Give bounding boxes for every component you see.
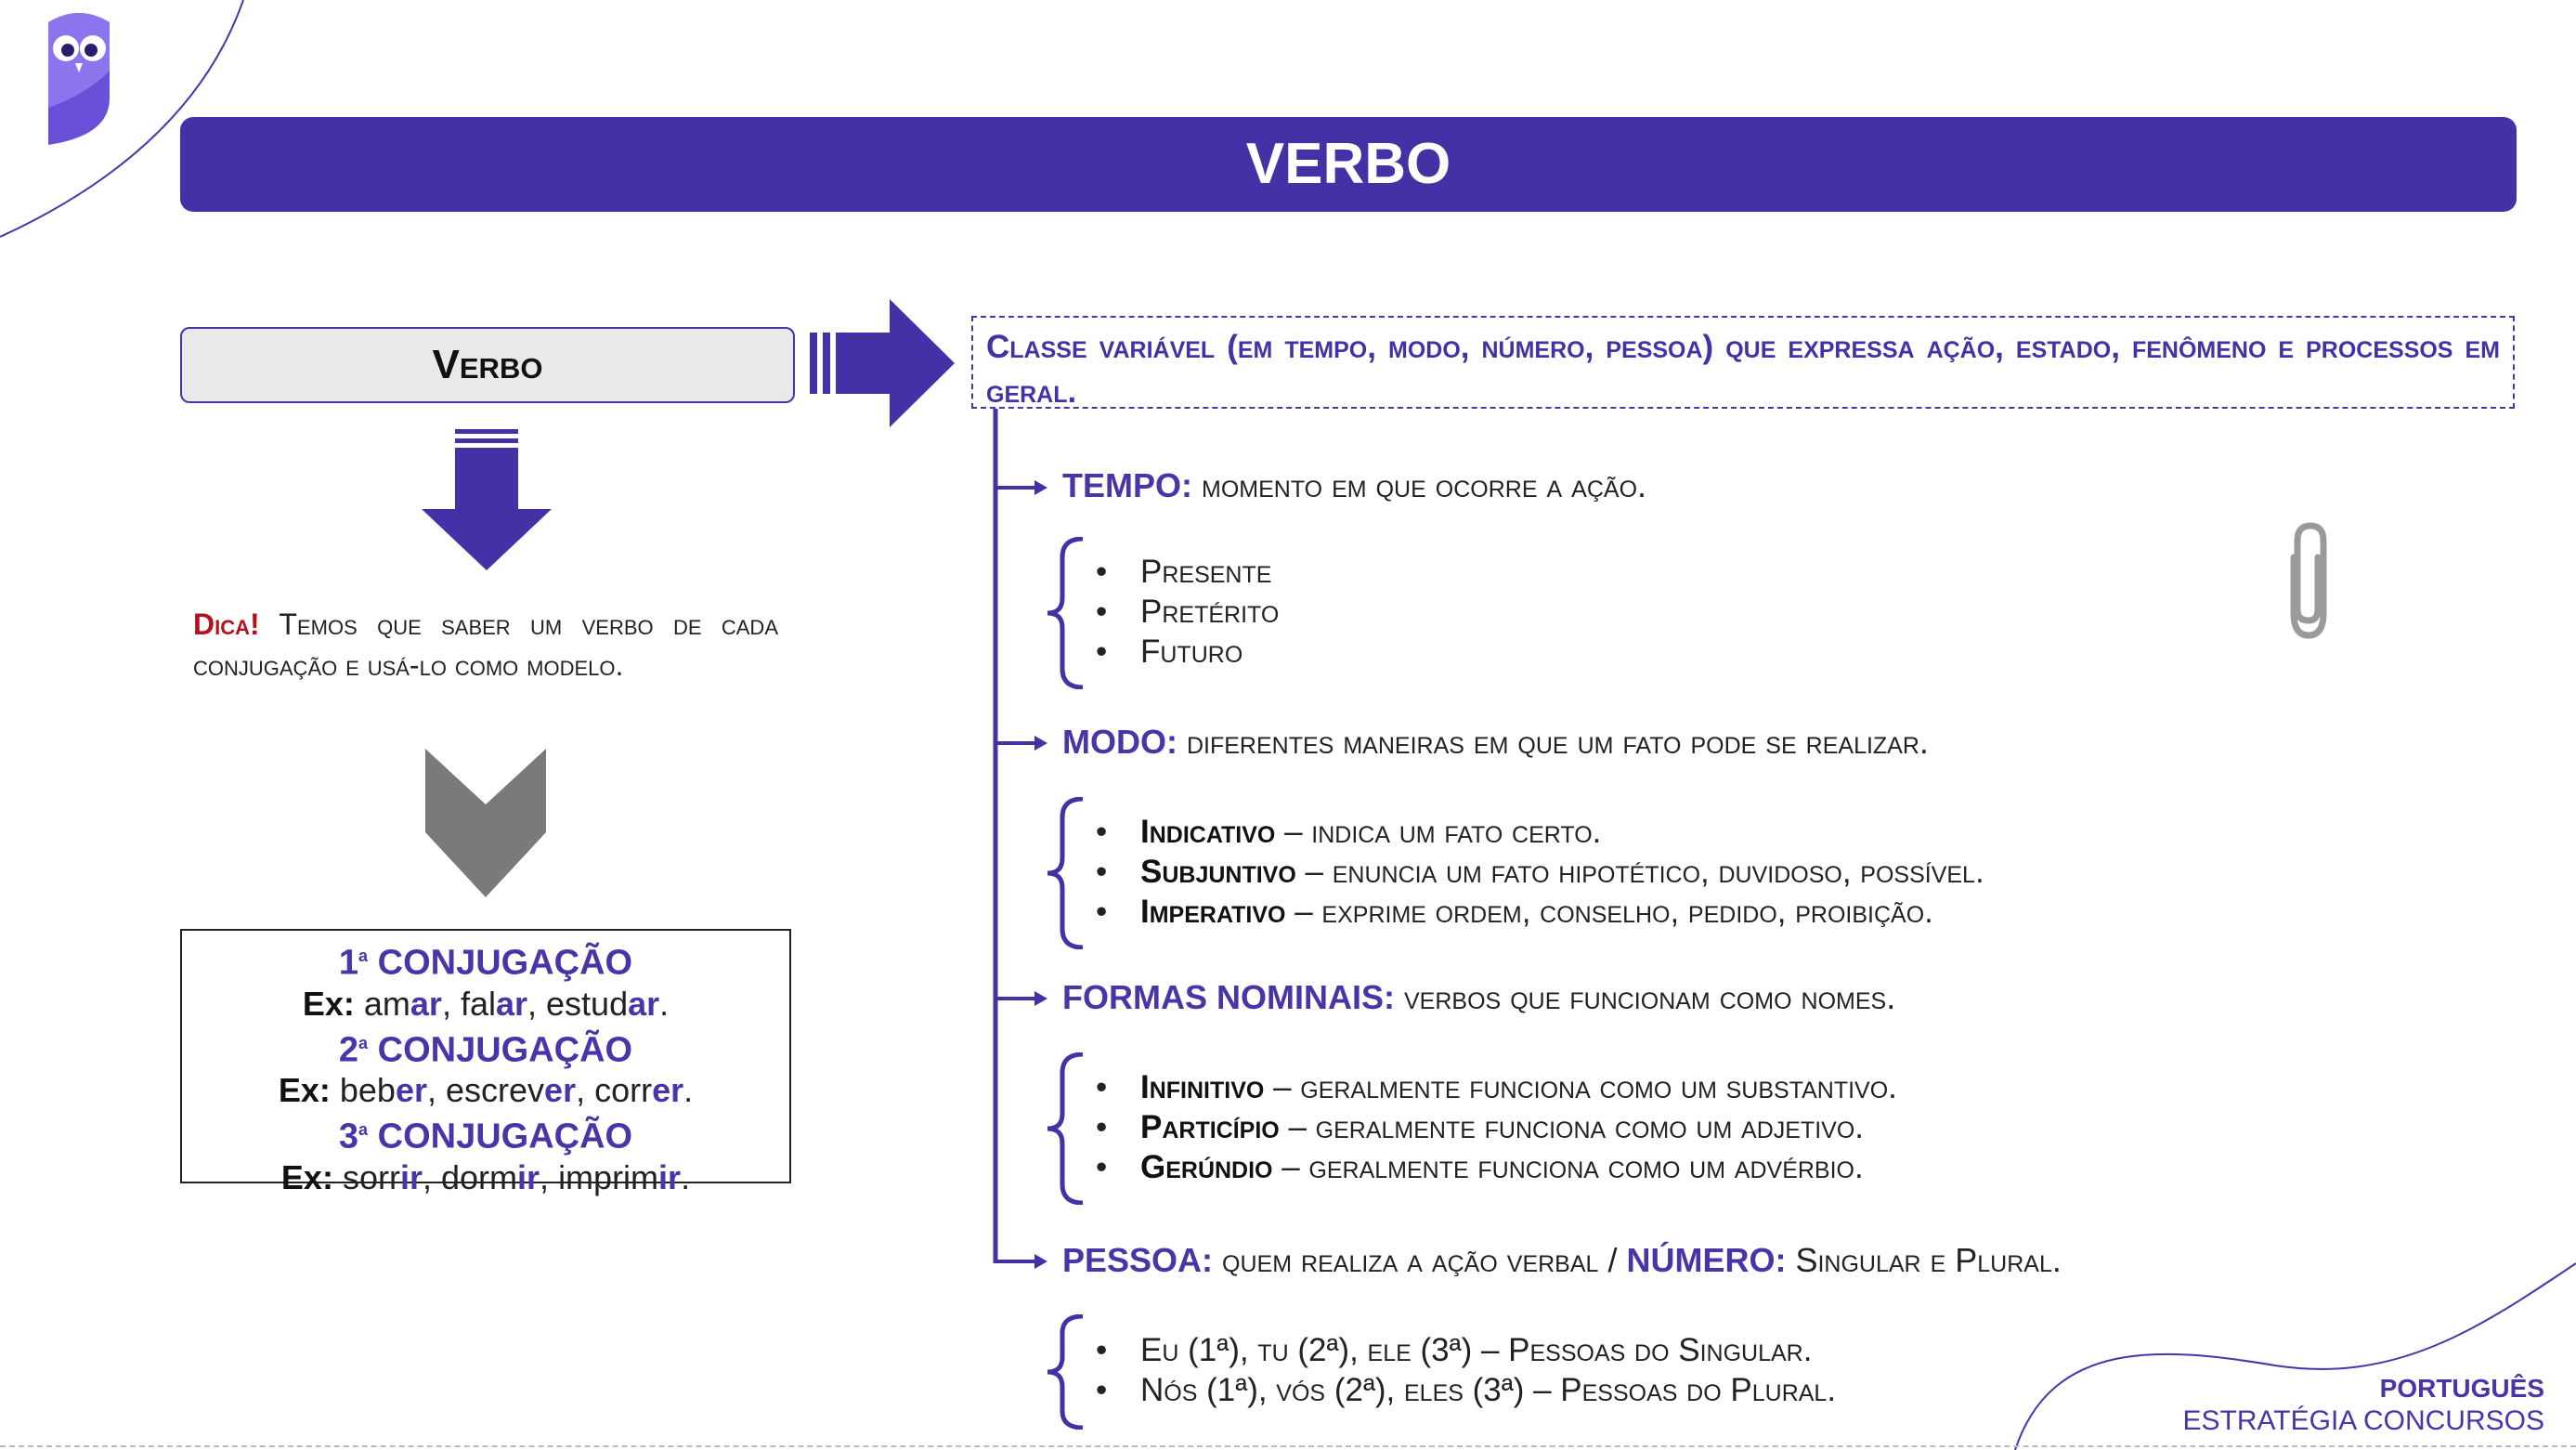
conjugation-3-examples: Ex: sorrir, dormir, imprimir. bbox=[280, 1157, 691, 1196]
list-item: • Futuro bbox=[1096, 632, 1279, 672]
list-item: • Particípio – geralmente funciona como um adjetivo. bbox=[1096, 1107, 1897, 1147]
list-item: • Imperativo – exprime ordem, conselho, pedido, proibição. bbox=[1096, 892, 1984, 932]
list-item: • Subjuntivo – enuncia um fato hipotético, duvidoso, possível. bbox=[1096, 852, 1984, 892]
pessoa-numero-heading: PESSOA: quem realiza a ação verbal / NÚMERO: Singular e Plural. bbox=[1062, 1241, 2062, 1279]
dica-text-block bbox=[193, 604, 778, 686]
tree-connector bbox=[984, 409, 1049, 1273]
brace-modo bbox=[1046, 797, 1086, 949]
definition-box bbox=[971, 316, 2515, 409]
tempo-heading: TEMPO: momento em que ocorre a ação. bbox=[1062, 466, 1647, 504]
conjugation-3-title: 3$^a$ CONJUGAÇÃO bbox=[338, 1117, 633, 1156]
page-title: VERBO bbox=[1245, 132, 1451, 196]
conjugation-2-title: 2$^a$ CONJUGAÇÃO bbox=[338, 1030, 633, 1070]
list-item: • Pretérito bbox=[1096, 592, 1279, 632]
dica-text: Temos que saber um verbo de cada conjugação e usá-lo como modelo. bbox=[193, 607, 778, 682]
subject-label: PORTUGUÊS bbox=[2379, 1374, 2544, 1403]
conjugation-1-title: 1$^a$ CONJUGAÇÃO bbox=[338, 943, 633, 983]
list-item: • Gerúndio – geralmente funciona como um advérbio. bbox=[1096, 1147, 1897, 1187]
brand-label: ESTRATÉGIA CONCURSOS bbox=[2182, 1405, 2544, 1436]
brace-formas bbox=[1046, 1052, 1086, 1205]
bottom-divider bbox=[0, 1445, 2576, 1447]
dica-label: Dica! bbox=[193, 607, 260, 641]
arrow-down-icon bbox=[422, 429, 552, 570]
gray-arrow-down-icon bbox=[425, 749, 546, 897]
verbo-label: Verbo bbox=[432, 342, 543, 387]
brace-pessoa bbox=[1046, 1314, 1086, 1430]
conjugation-1-examples: Ex: amar, falar, estudar. bbox=[302, 984, 670, 1023]
modo-heading: MODO: diferentes maneiras em que um fato pode se realizar. bbox=[1062, 723, 1929, 761]
arrow-right-icon bbox=[810, 299, 958, 427]
formas-nominais-heading: FORMAS NOMINAIS: verbos que funcionam como nomes. bbox=[1062, 978, 1896, 1016]
definition-text: Classe variável (em tempo, modo, número, pessoa) que expressa ação, estado, fenômeno e processos em geral. bbox=[986, 329, 2500, 410]
modo-list bbox=[1096, 812, 1984, 932]
list-item: • Indicativo – indica um fato certo. bbox=[1096, 812, 1984, 852]
title-bar bbox=[180, 117, 2517, 212]
pessoa-list bbox=[1096, 1330, 1836, 1410]
list-item: • Infinitivo – geralmente funciona como um substantivo. bbox=[1096, 1067, 1897, 1107]
owl-logo-icon bbox=[41, 6, 117, 145]
conjugation-2-examples: Ex: beber, escrever, correr. bbox=[278, 1071, 694, 1110]
formas-nominais-list bbox=[1096, 1067, 1897, 1187]
conjugation-box bbox=[180, 929, 791, 1196]
tempo-list bbox=[1096, 552, 1279, 672]
brace-tempo bbox=[1046, 537, 1086, 689]
paperclip-icon bbox=[2273, 520, 2338, 645]
list-item: • Presente bbox=[1096, 552, 1279, 592]
list-item: • Nós (1ª), vós (2ª), eles (3ª) – Pessoas do Plural. bbox=[1096, 1370, 1836, 1410]
footer-brand bbox=[2136, 1373, 2544, 1438]
verbo-label-box bbox=[180, 327, 795, 403]
list-item: • Eu (1ª), tu (2ª), ele (3ª) – Pessoas do Singular. bbox=[1096, 1330, 1836, 1370]
